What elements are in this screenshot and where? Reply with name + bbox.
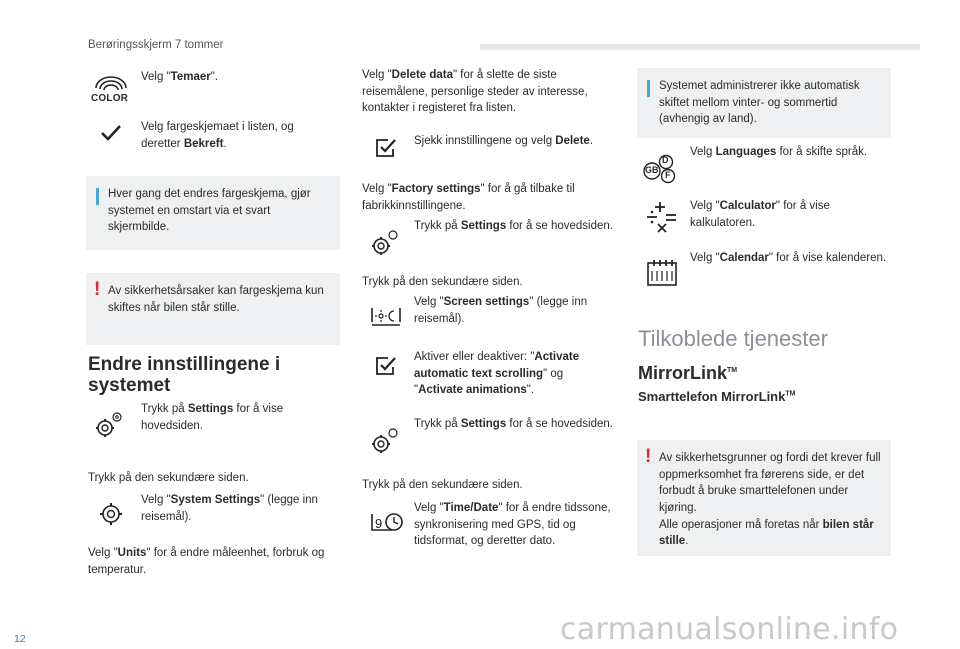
warning-box-color-scheme <box>86 273 340 345</box>
warning-icon: ! <box>94 279 101 300</box>
info-icon <box>96 188 99 205</box>
step-calendar: Velg "Calendar" for å vise kalenderen. <box>690 252 887 264</box>
heading-smartphone-mirrorlink: Smarttelefon MirrorLink™ <box>638 389 796 404</box>
page-number: 12 <box>14 633 26 645</box>
step-activate-animations: Aktiver eller deaktiver: "Activate automatic text scrolling" og "Activate animations". <box>414 351 580 397</box>
color-icon-label: COLOR <box>91 93 129 104</box>
screen-settings-icon <box>370 305 402 331</box>
info-box-text: Systemet administrerer ikke automatisk skiftet mellom vinter- og sommertid (avhengig av land). <box>659 80 860 126</box>
step-open-settings: Trykk på Settings for å vise hovedsiden. <box>141 403 284 432</box>
running-header: Berøringsskjerm 7 tommer <box>88 39 224 51</box>
header-rule <box>480 44 920 50</box>
svg-text:9: 9 <box>375 516 383 531</box>
checkbox-icon <box>374 355 398 377</box>
calculator-icon <box>644 200 680 236</box>
settings-gear-icon <box>370 228 400 258</box>
section-title-connected-services: Tilkoblede tjenester <box>638 326 828 351</box>
lang-letter-gb: GB <box>645 165 659 175</box>
warning-box-text: Av sikkerhetsårsaker kan fargeskjema kun skiftes når bilen står stille. <box>108 285 324 314</box>
languages-icon <box>641 154 681 184</box>
step-factory-settings: Velg "Factory settings" for å gå tilbake til fabrikkinnstillingene. <box>362 183 575 212</box>
step-units: Velg "Units" for å endre måleenhet, forbruk og temperatur. <box>88 547 325 576</box>
step-secondary-page: Trykk på den sekundære siden. <box>362 479 523 491</box>
checkbox-icon <box>374 137 398 159</box>
checkmark-icon <box>100 124 122 142</box>
settings-gear-icon <box>94 410 124 440</box>
warning-box-mirrorlink <box>637 440 891 556</box>
warning-box-text-2: Alle operasjoner må foretas når bilen står stille. <box>659 518 874 548</box>
step-screen-settings: Velg "Screen settings" (legge inn reisemål). <box>414 296 588 325</box>
step-secondary-page: Trykk på den sekundære siden. <box>88 472 249 484</box>
lang-letter-d: D <box>662 155 669 165</box>
step-open-settings: Trykk på Settings for å se hovedsiden. <box>414 220 613 232</box>
watermark: carmanualsonline.info <box>560 612 899 647</box>
step-delete-data: Velg "Delete data" for å slette de siste reisemålene, personlige steder av interesse, kontakter i registeret fra listen. <box>362 69 588 115</box>
warning-box-text: Av sikkerhetsgrunner og fordi det krever full oppmerksomhet fra førerens side, er det forbudt å bruke smarttelefonen under kjøring. <box>659 452 881 515</box>
info-box-color-scheme <box>86 176 340 250</box>
lang-letter-f: F <box>665 170 671 180</box>
settings-gear-icon <box>370 426 400 456</box>
heading-mirrorlink: MirrorLink™ <box>638 363 738 383</box>
step-languages: Velg Languages for å skifte språk. <box>690 146 868 158</box>
step-secondary-page: Trykk på den sekundære siden. <box>362 276 523 288</box>
step-check-settings-delete: Sjekk innstillingene og velg Delete. <box>414 135 594 147</box>
step-time-date: Velg "Time/Date" for å endre tidssone, synkronisering med GPS, tid og tidsformat, og deretter dato. <box>414 502 611 548</box>
color-icon <box>90 74 132 104</box>
section-heading-settings: Endre innstillingene i systemet <box>88 354 281 396</box>
step-system-settings: Velg "System Settings" (legge inn reisemål). <box>141 494 318 523</box>
step-select-color-scheme: Velg fargeskjemaet i listen, og deretter Bekreft. <box>141 121 294 150</box>
info-box-text: Hver gang det endres fargeskjema, gjør systemet en omstart via et svart skjermbilde. <box>108 188 311 234</box>
time-date-icon <box>370 510 404 538</box>
calendar-icon <box>646 258 678 288</box>
info-box-summer-time <box>637 68 891 138</box>
info-icon <box>647 80 650 97</box>
warning-icon: ! <box>645 446 652 467</box>
step-calculator: Velg "Calculator" for å vise kalkulatoren. <box>690 200 830 229</box>
step-select-themes: Velg "Temaer". <box>141 71 219 83</box>
settings-gear-icon <box>96 500 126 530</box>
step-open-settings: Trykk på Settings for å se hovedsiden. <box>414 418 613 430</box>
